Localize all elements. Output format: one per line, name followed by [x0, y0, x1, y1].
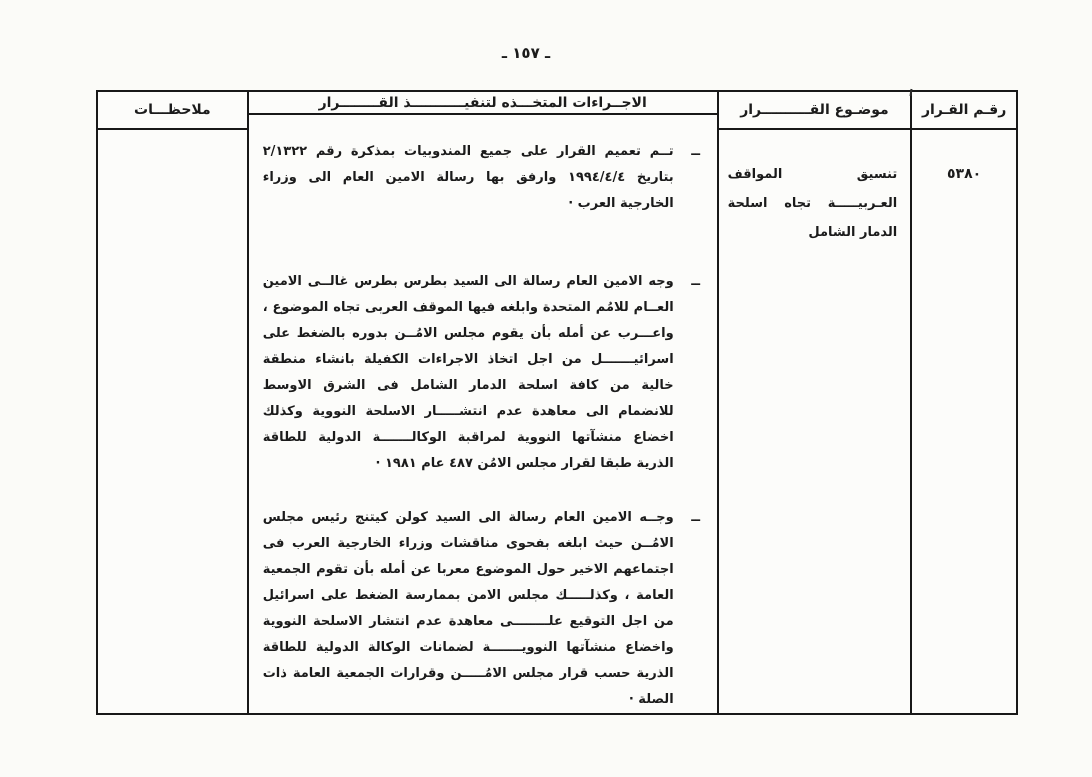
action-item	[263, 505, 707, 713]
column-subject	[717, 92, 911, 713]
header-subject: موضـوع القــــــــــرار	[719, 92, 911, 130]
resolution-number-value: ٥٣٨٠	[947, 166, 982, 182]
action-text: تــم تعميم القرار على جميع المندوبيات بمذكرة رقم ٢/١٣٢٢ بتاريخ ١٩٩٤/٤/٤ وارفق بها رسالة الامين العام الى وزراء الخارجية العرب ·	[262, 144, 674, 211]
action-text: وجه الامين العام رسالة الى السيد بطرس بطرس غالــى الامين العــام للامُم المتحدة وابلغه فيها الموقف العربى تجاه الموضوع ، واعـــرب عن أمله بأن يقوم مجلس الامُــن بدوره بالضغط على اسرائيـــــــل من اجل اتخاذ الاجراءات الكفيلة بانشاء منطقة خالية من كافة اسلحة الدمار الشامل فى الشرق الاوسط للانضمام الى معاهدة عدم انتشـــــار الاسلحة النووية وكذلك اخضاع منشآتها النووية لمراقبة الوكالـــــــة الدولية للطاقة الذرية طبقا لقرار مجلس الامُن ٤٨٧ عام ١٩٨١ ·	[262, 274, 674, 471]
resolutions-table	[96, 90, 1018, 715]
actions-list	[249, 115, 717, 713]
header-actions: الاجــراءات المتخـــذه لتنفيـــــــــــذ القــــــــرار	[249, 92, 717, 115]
dash-bullet-icon: ــ	[691, 144, 701, 159]
dash-bullet-icon: ــ	[691, 274, 701, 289]
header-resolution-number: رقـم القـرار	[912, 92, 1016, 130]
resolution-subject: تنسيق المواقف العـربيـــــة تجاه اسلحة الدمار الشامل	[727, 167, 898, 240]
action-item	[263, 139, 707, 217]
action-text: وجــه الامين العام رسالة الى السيد كولن كيتنج رئيس مجلس الامُــن حيث ابلغه بفحوى مناقشات وزراء الخارجية العرب فى اجتماعهم الاخير حول الموضوع معربا عن أمله بأن تقوم الجمعية العامة ، وكذلـــــك مجلس الامن بممارسة الضغط على اسرائيل من اجل التوقيع علــــــــى معاهدة عدم انتشار الاسلحة النووية واخضاع منشآتها النوويـــــــة لضمانات الوكالة الدولية للطاقة الذرية حسب قرار مجلس الامُـــــن وقرارات الجمعية العامة ذات الصلة ·	[262, 510, 674, 707]
column-actions	[247, 92, 717, 713]
page-number: ـ ١٥٧ ـ	[501, 44, 551, 62]
column-notes	[98, 92, 247, 713]
header-notes: ملاحظـــات	[98, 92, 247, 130]
dash-bullet-icon: ــ	[691, 510, 701, 525]
action-item	[263, 269, 707, 477]
notes-cell	[98, 130, 247, 713]
column-resolution-number	[910, 92, 1016, 713]
